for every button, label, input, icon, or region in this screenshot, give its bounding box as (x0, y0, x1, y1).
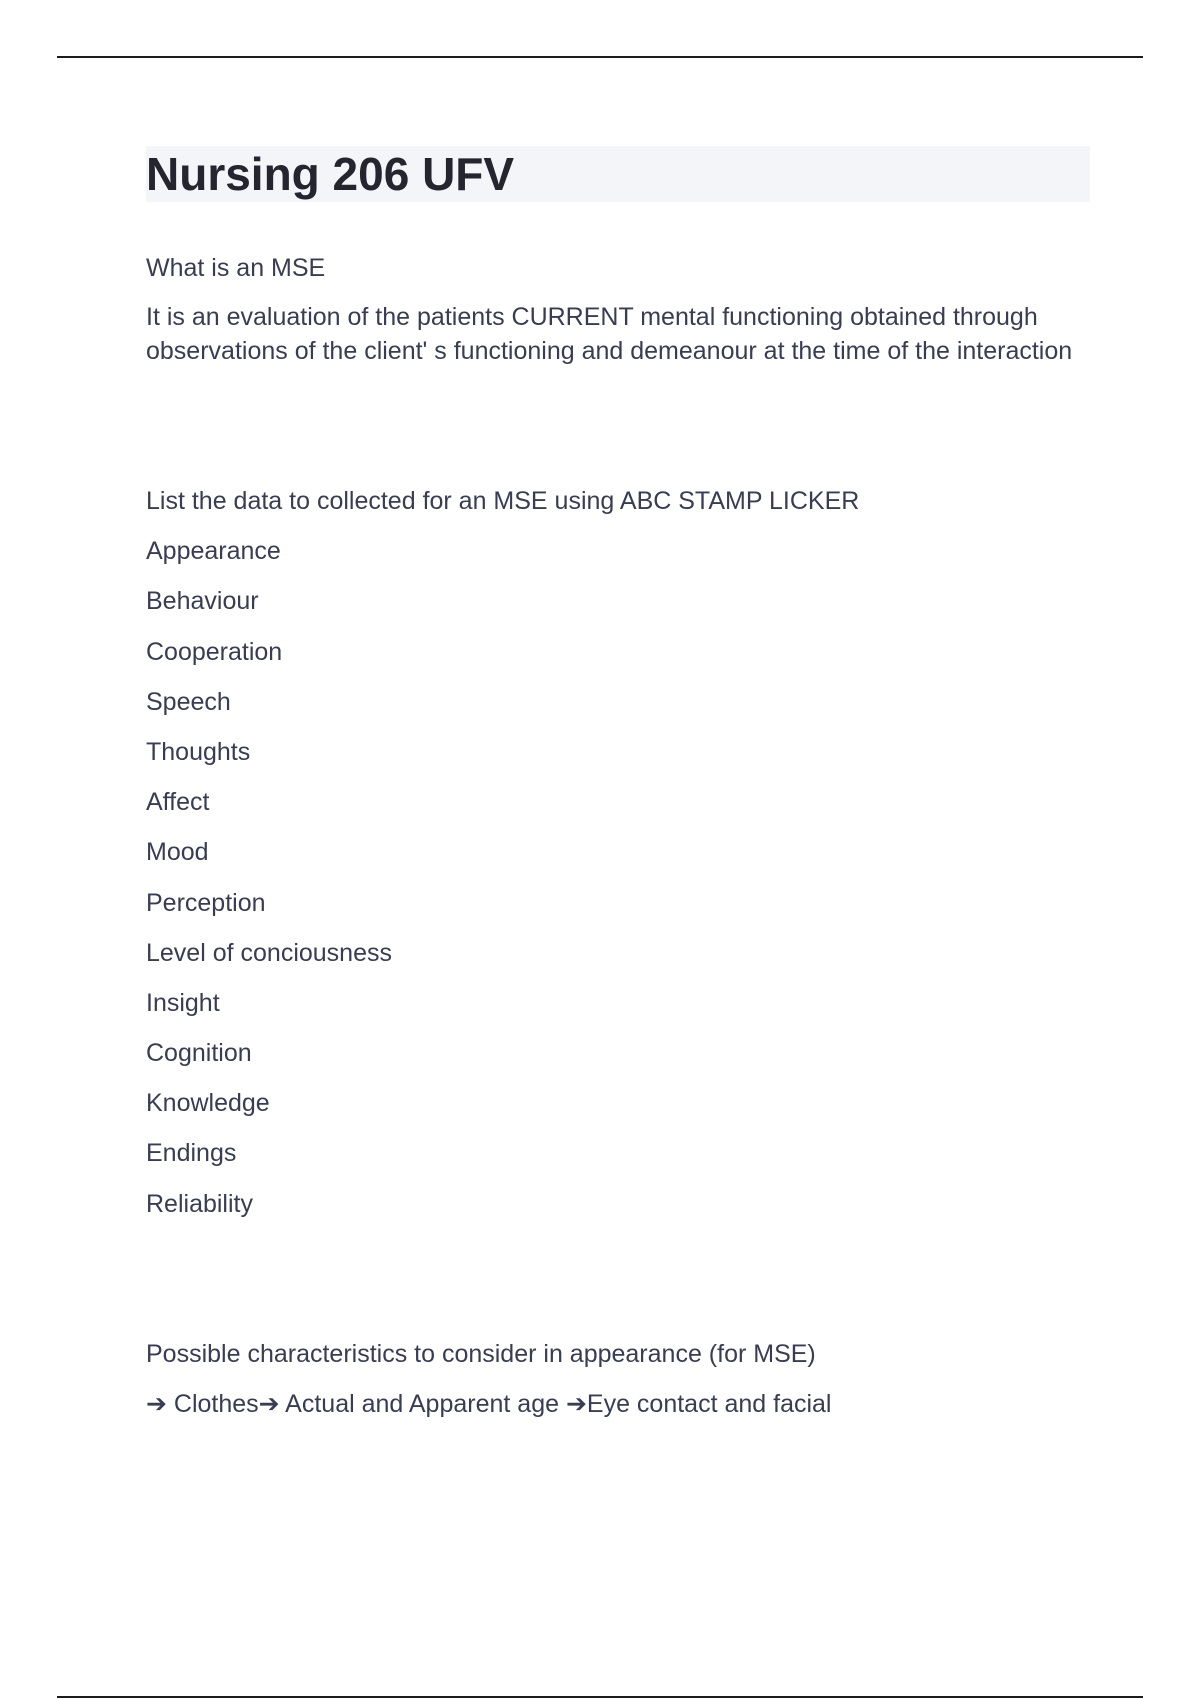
list-item: Reliability (146, 1189, 253, 1218)
mse-data-list (146, 534, 1090, 1220)
question-what-is-mse: What is an MSE (146, 254, 326, 282)
list-item: Appearance (146, 537, 281, 566)
list-item: Level of conciousness (146, 938, 392, 967)
list-item: Cooperation (146, 637, 283, 666)
list-item: Cognition (146, 1039, 252, 1068)
list-item: Behaviour (146, 587, 259, 616)
top-rule (57, 56, 1143, 58)
question-mse-data-list: List the data to collected for an MSE using ABC STAMP LICKER (146, 487, 860, 515)
document-body (146, 146, 1090, 1421)
list-item: Perception (146, 888, 266, 917)
list-item: Knowledge (146, 1089, 270, 1118)
list-item: Insight (146, 988, 220, 1017)
bottom-rule (57, 1696, 1143, 1698)
document-title: Nursing 206 UFV (146, 148, 515, 200)
list-item: Mood (146, 838, 209, 867)
list-item: Speech (146, 687, 231, 716)
answer-what-is-mse: It is an evaluation of the patients CURRENT mental functioning obtained through observations of the client' s functioning and demeanour at the time of the interaction (146, 303, 1073, 365)
question-appearance-characteristics: Possible characteristics to consider in appearance (for MSE) (146, 1339, 816, 1368)
list-item: Endings (146, 1139, 237, 1168)
answer-appearance-characteristics: ➔ Clothes➔ Actual and Apparent age ➔Eye contact and facial (146, 1389, 832, 1418)
title-banner (146, 146, 1090, 202)
list-item: Thoughts (146, 737, 251, 766)
list-item: Affect (146, 788, 210, 817)
